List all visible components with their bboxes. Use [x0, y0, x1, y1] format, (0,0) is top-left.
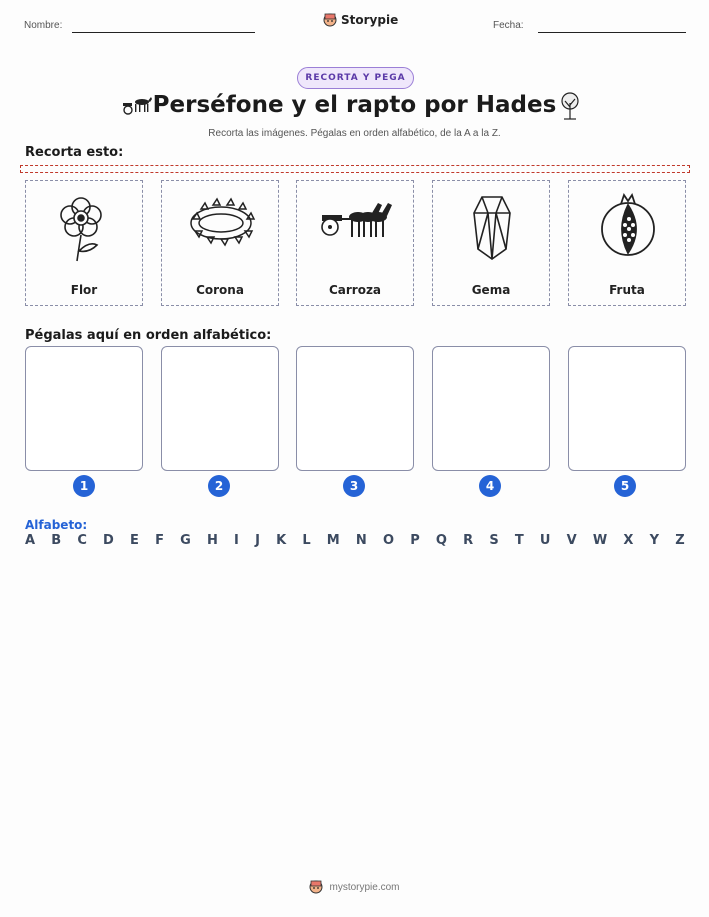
- alphabet-letter: I: [234, 533, 239, 548]
- activity-type-badge: RECORTA Y PEGA: [297, 67, 414, 89]
- alphabet-letter: B: [51, 533, 62, 548]
- slot-number-badge: 4: [479, 475, 501, 497]
- card-fruta[interactable]: [568, 180, 686, 306]
- card-label: Carroza: [328, 283, 382, 297]
- card-corona[interactable]: [161, 180, 279, 306]
- alphabet-letter: N: [355, 533, 367, 548]
- footer-url[interactable]: mystorypie.com: [329, 881, 400, 893]
- paste-heading: Pégalas aquí en orden alfabético:: [25, 328, 272, 343]
- storypie-mascot-icon: [323, 13, 337, 27]
- alphabet-letter: C: [77, 533, 87, 548]
- alphabet-letter: A: [25, 533, 36, 548]
- card-flor[interactable]: [25, 180, 143, 306]
- date-line[interactable]: [538, 32, 686, 33]
- alphabet-title: Alfabeto:: [25, 518, 88, 532]
- alphabet-letter: L: [302, 533, 311, 548]
- alphabet-row: [25, 533, 685, 548]
- flower-icon: [45, 189, 125, 269]
- card-label: Flor: [70, 283, 98, 297]
- cut-heading: Recorta esto:: [25, 145, 124, 160]
- alphabet-letter: K: [276, 533, 287, 548]
- alphabet-letter: D: [103, 533, 114, 548]
- alphabet-letter: Y: [649, 533, 660, 548]
- alphabet-letter: U: [539, 533, 551, 548]
- alphabet-letter: R: [463, 533, 474, 548]
- alphabet-letter: Q: [435, 533, 447, 548]
- alphabet-letter: M: [326, 533, 340, 548]
- name-label: Nombre:: [24, 20, 63, 31]
- wreath-icon: [181, 189, 261, 269]
- alphabet-letter: Z: [675, 533, 685, 548]
- alphabet-letter: G: [180, 533, 191, 548]
- alphabet-letter: H: [206, 533, 218, 548]
- slot-number-badge: 5: [614, 475, 636, 497]
- slot-number-badge: 3: [343, 475, 365, 497]
- gem-icon: [452, 189, 532, 269]
- alphabet-letter: O: [382, 533, 395, 548]
- alphabet-letter: T: [514, 533, 524, 548]
- chariot-icon: [316, 189, 396, 269]
- name-line[interactable]: [72, 32, 255, 33]
- card-label: Corona: [196, 283, 244, 297]
- page-title: Perséfone y el rapto por Hades: [152, 92, 557, 118]
- alphabet-letter: V: [566, 533, 577, 548]
- pomegranate-icon: [588, 189, 668, 269]
- cut-line[interactable]: [20, 165, 690, 173]
- card-label: Fruta: [609, 283, 645, 297]
- card-carroza[interactable]: [296, 180, 414, 306]
- card-label: Gema: [471, 283, 511, 297]
- alphabet-letter: S: [489, 533, 499, 548]
- alphabet-letter: P: [410, 533, 420, 548]
- alphabet-letter: J: [255, 533, 260, 548]
- brand-logo: [323, 13, 398, 27]
- alphabet-letter: E: [130, 533, 139, 548]
- alphabet-letter: X: [623, 533, 634, 548]
- paste-slot-1[interactable]: [25, 346, 143, 471]
- paste-slot-2[interactable]: [161, 346, 279, 471]
- paste-slot-5[interactable]: [568, 346, 686, 471]
- tree-icon: [556, 91, 584, 121]
- paste-slot-3[interactable]: [296, 346, 414, 471]
- footer: [0, 880, 709, 894]
- slot-number-badge: 2: [208, 475, 230, 497]
- instructions: Recorta las imágenes. Pégalas en orden alfabético, de la A a la Z.: [208, 128, 501, 139]
- alphabet-letter: W: [592, 533, 608, 548]
- storypie-mascot-icon: [309, 880, 323, 894]
- alphabet-letter: F: [155, 533, 164, 548]
- paste-slot-4[interactable]: [432, 346, 550, 471]
- card-gema[interactable]: [432, 180, 550, 306]
- slot-number-badge: 1: [73, 475, 95, 497]
- date-label: Fecha:: [493, 20, 524, 31]
- brand-name: Storypie: [341, 13, 399, 27]
